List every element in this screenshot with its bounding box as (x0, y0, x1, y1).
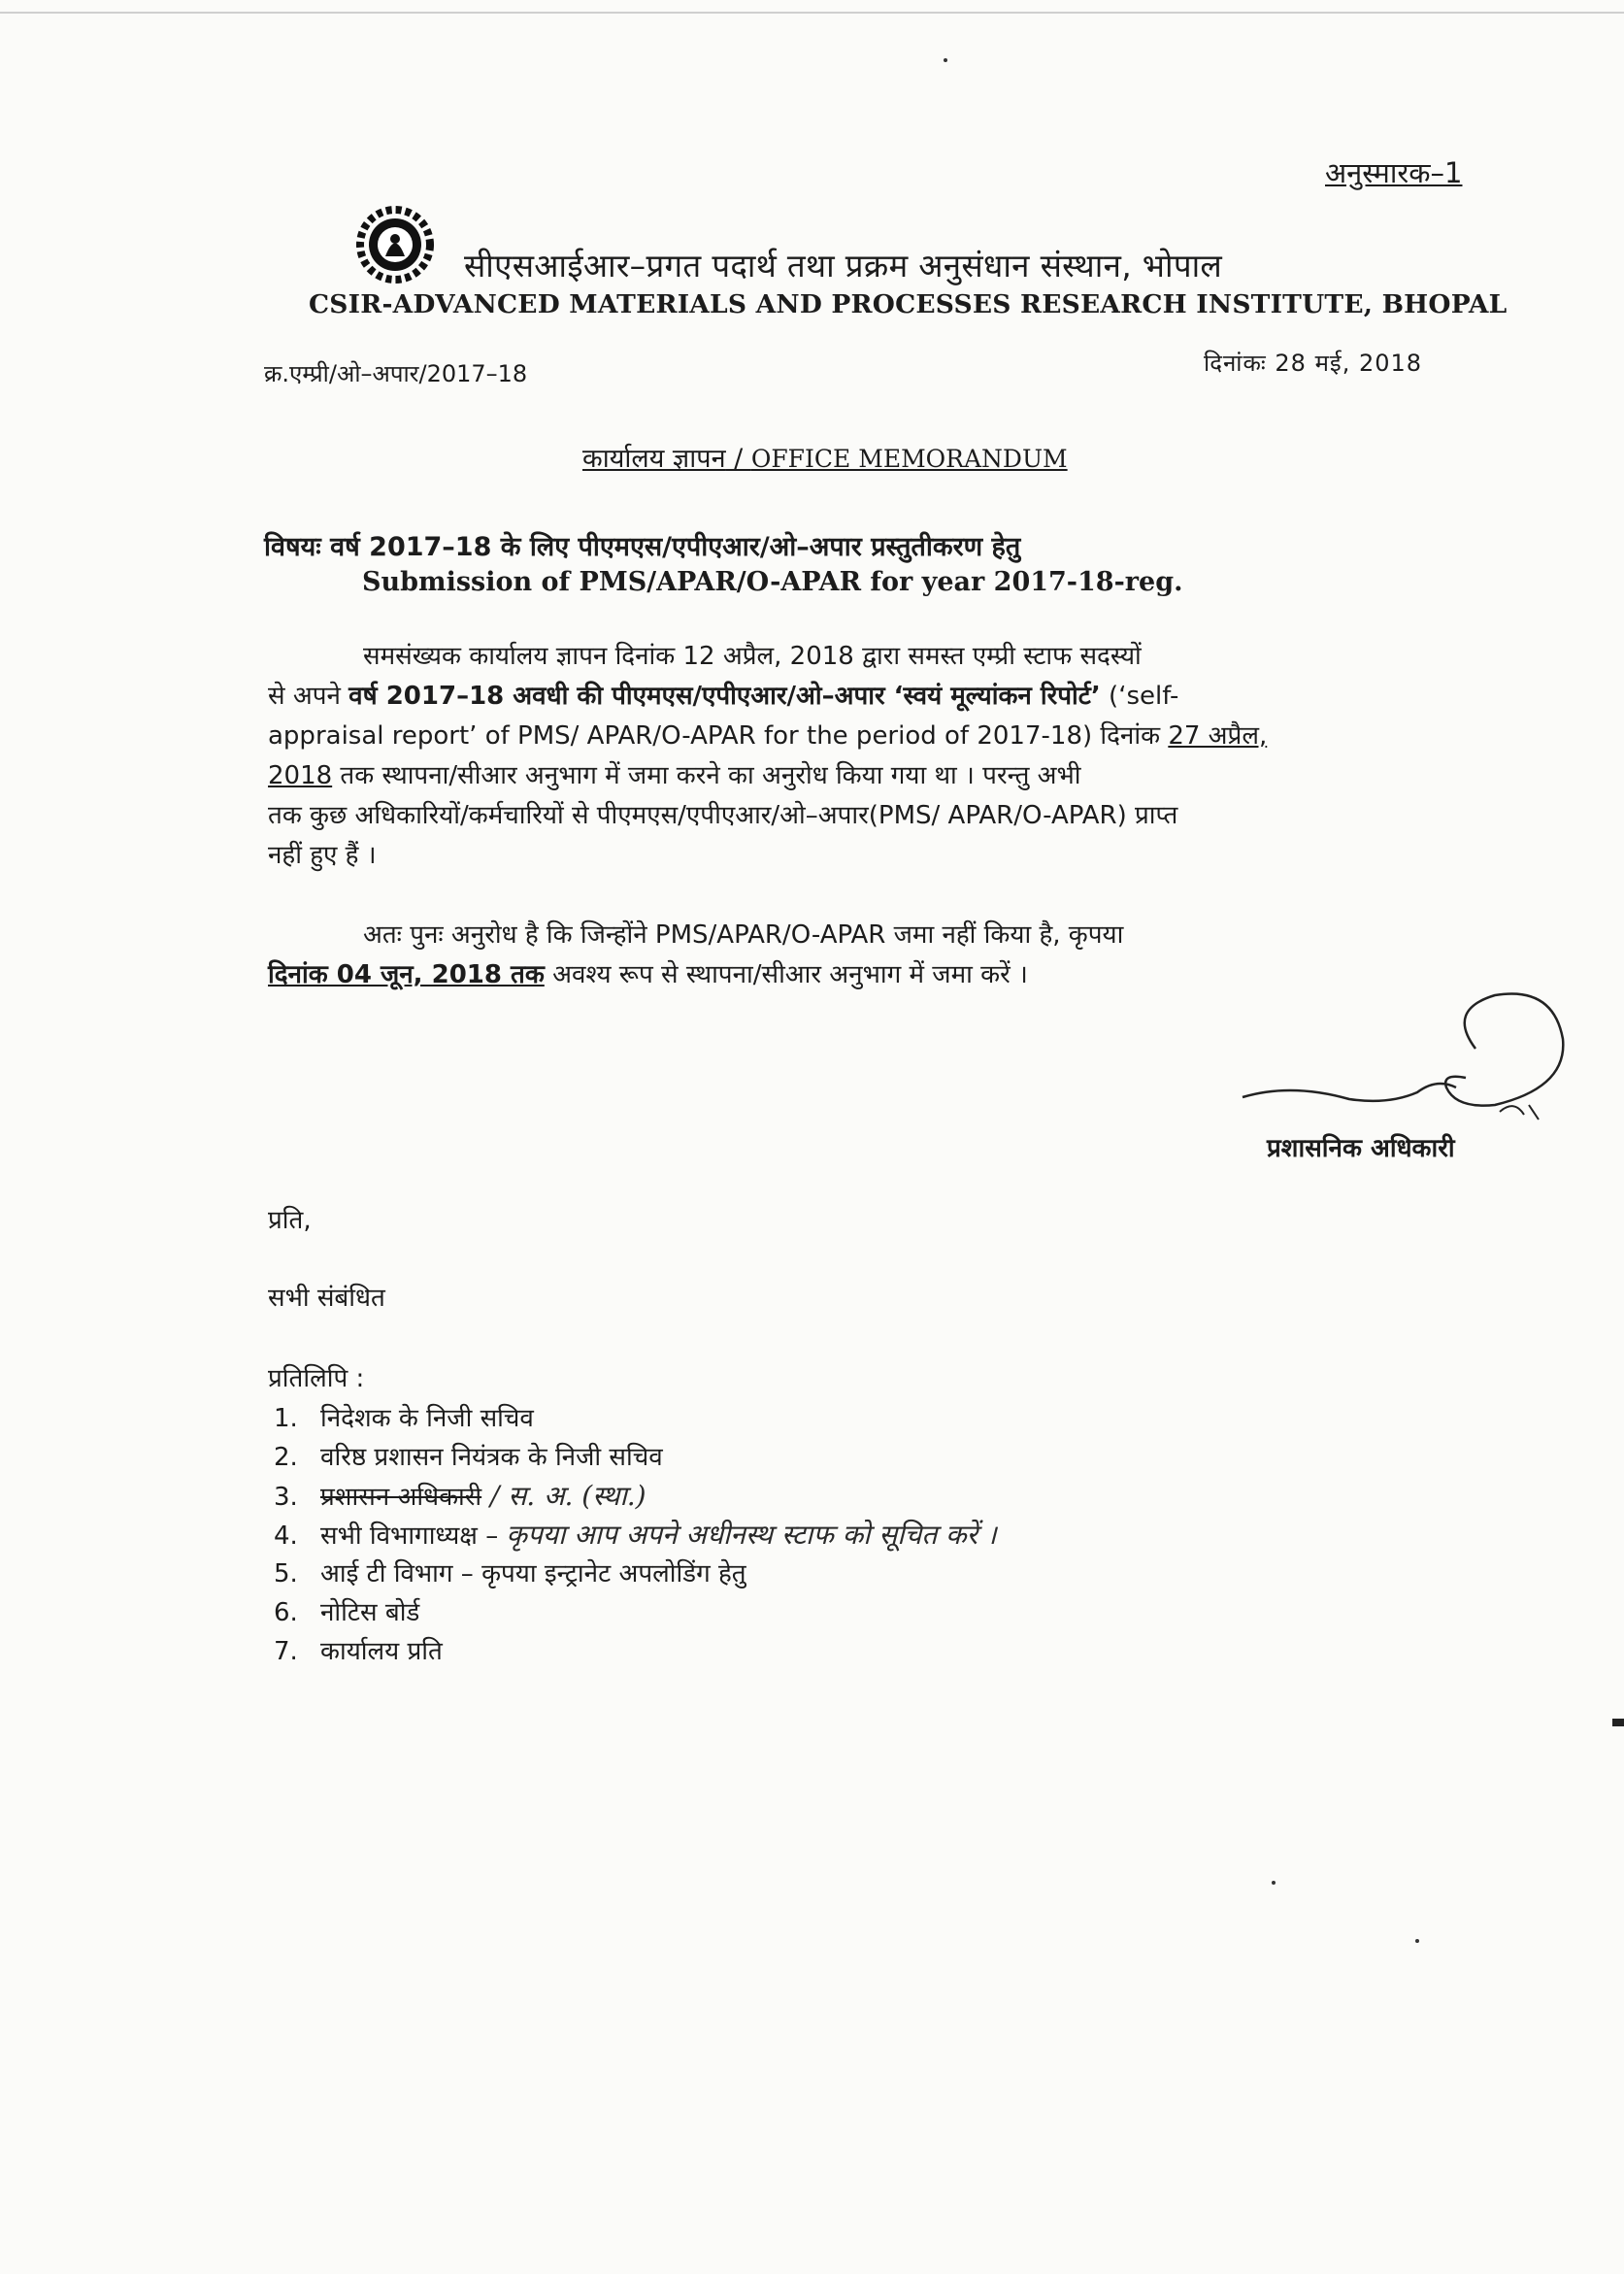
reference-number: क्र.एम्प्री/ओ–अपार/2017–18 (264, 360, 528, 387)
reminder-label: अनुस्मारक–1 (1325, 156, 1463, 189)
handwritten-note: / स. अ. (स्था.) (481, 1480, 646, 1512)
subject-label: विषयः (264, 532, 321, 562)
to-label: प्रति, (268, 1206, 312, 1235)
cc-list-item: 1. निदेशक के निजी सचिव (274, 1404, 534, 1433)
cc-list-item: 5. आई टी विभाग – कृपया इन्ट्रानेट अपलोडिंग हेतु (274, 1559, 746, 1588)
cc-label: प्रतिलिपि : (268, 1364, 365, 1393)
handwritten-signature-icon (1233, 990, 1573, 1146)
memo-date: दिनांकः 28 मई, 2018 (1204, 350, 1423, 377)
institute-name-hindi: सीएसआईआर–प्रगत पदार्थ तथा प्रक्रम अनुसंधान संस्थान, भोपाल (464, 247, 1223, 284)
to-recipients: सभी संबंधित (268, 1284, 385, 1313)
cc-list-item: 3. प्रशासन अधिकारी / स. अ. (स्था.) (274, 1480, 646, 1512)
scan-mark (1612, 1719, 1624, 1726)
scan-speck (1415, 1939, 1419, 1943)
subject-line-hindi: विषयः वर्ष 2017–18 के लिए पीएमएस/एपीएआर/ओ–अपार प्रस्तुतीकरण हेतु (264, 532, 1021, 562)
signatory-designation: प्रशासनिक अधिकारी (1267, 1134, 1455, 1163)
scan-speck (1272, 1881, 1276, 1885)
cc-list-item: 7. कार्यालय प्रति (274, 1637, 443, 1666)
csir-logo-icon (356, 206, 434, 284)
memo-title-english: OFFICE MEMORANDUM (750, 445, 1068, 473)
memo-title-hindi: कार्यालय ज्ञापन (582, 444, 726, 474)
scan-edge (0, 12, 1624, 14)
cc-list-item: 2. वरिष्ठ प्रशासन नियंत्रक के निजी सचिव (274, 1443, 663, 1472)
memo-title: कार्यालय ज्ञापन / OFFICE MEMORANDUM (582, 444, 1068, 474)
institute-name-english: CSIR-ADVANCED MATERIALS AND PROCESSES RESEARCH INSTITUTE, BHOPAL (309, 289, 1508, 319)
scan-speck (944, 58, 947, 62)
subject-line-english: Submission of PMS/APAR/O-APAR for year 2017-18-reg. (362, 567, 1183, 597)
cc-list-item: 4. सभी विभागाध्यक्ष – कृपया आप अपने अधीनस्थ स्टाफ को सूचित करें । (274, 1519, 997, 1551)
cc-list-item: 6. नोटिस बोर्ड (274, 1598, 420, 1627)
handwritten-note: कृपया आप अपने अधीनस्थ स्टाफ को सूचित करें । (506, 1519, 997, 1551)
